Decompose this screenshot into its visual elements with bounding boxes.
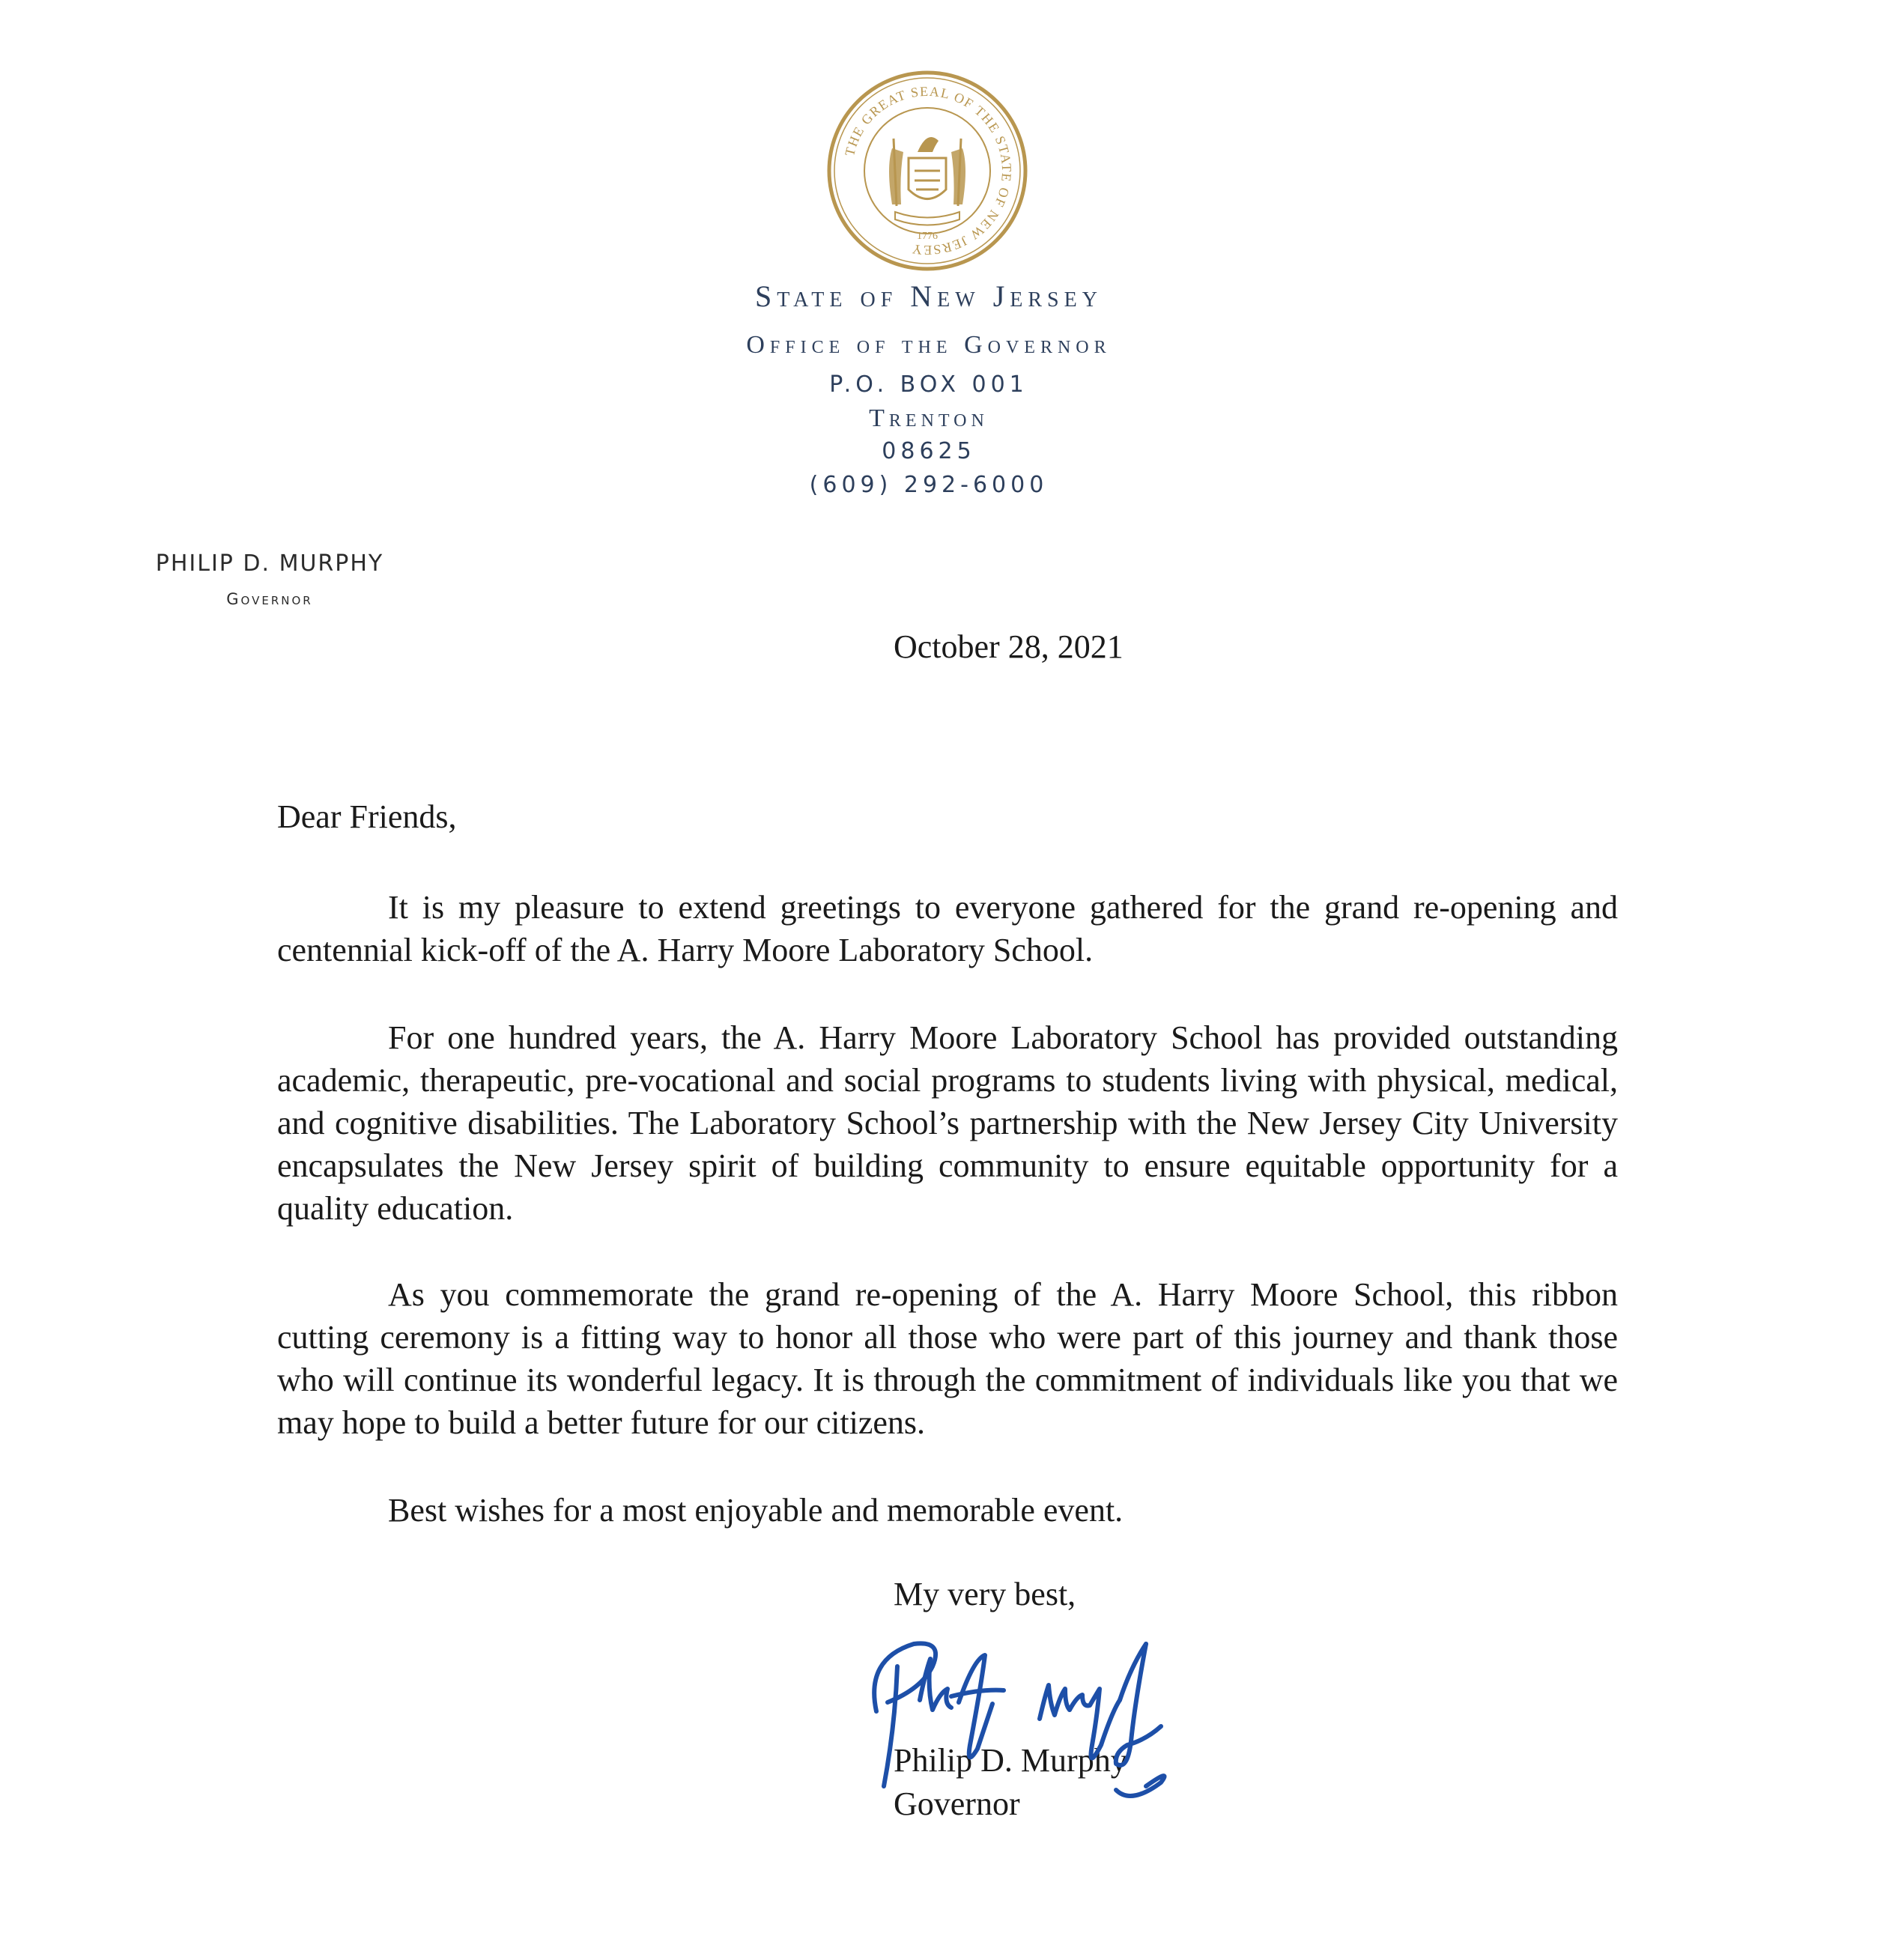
paragraph-greeting: It is my pleasure to extend greetings to everyone gathered for the grand re-opening and centennial kick-off of the A. Harry Moore Laboratory School. bbox=[277, 889, 1618, 968]
signature-title: Governor bbox=[894, 1785, 1020, 1822]
closing: My very best, bbox=[894, 1576, 1076, 1612]
letter-date: October 28, 2021 bbox=[894, 628, 1124, 665]
state-seal-icon bbox=[826, 70, 1028, 272]
letterhead-state: State of New Jersey bbox=[755, 279, 1103, 313]
letterhead-zip: 08625 bbox=[882, 438, 976, 464]
sender-name: PHILIP D. MURPHY bbox=[155, 550, 384, 577]
paragraph-commemoration: As you commemorate the grand re-opening of the A. Harry Moore School, this ribbon cutting ceremony is a fitting way to honor all those who were part of this journey and thank those who will continue its wonderful legacy. It is through the commitment of individuals like you that we may hope to build a better future for our citizens. bbox=[277, 1276, 1618, 1441]
sender-title: Governor bbox=[226, 590, 313, 608]
svg-text:1776: 1776 bbox=[917, 231, 938, 242]
paragraph-best-wishes: Best wishes for a most enjoyable and memorable event. bbox=[388, 1492, 1124, 1529]
signature-name: Philip D. Murphy bbox=[894, 1742, 1127, 1779]
handwritten-signature bbox=[831, 1614, 1221, 1839]
letterhead-office: Office of the Governor bbox=[746, 331, 1112, 359]
svg-text:THE GREAT SEAL OF THE STATE OF: THE GREAT SEAL OF THE STATE OF NEW JERSEY bbox=[842, 83, 1015, 258]
letterhead-phone: (609) 292-6000 bbox=[809, 472, 1049, 498]
letterhead-city: Trenton bbox=[869, 404, 989, 432]
letterhead-po-box: P.O. BOX 001 bbox=[829, 371, 1028, 398]
paragraph-history: For one hundred years, the A. Harry Moore Laboratory School has provided outstanding academic, therapeutic, pre-vocational and social programs to students living with physical, medical, and cognitive disabilities. The Laboratory School’s partnership with the New Jersey City University encapsulates the New Jersey spirit of building community to ensure equitable opportunity for a quality education. bbox=[277, 1019, 1618, 1227]
salutation: Dear Friends, bbox=[277, 798, 457, 835]
